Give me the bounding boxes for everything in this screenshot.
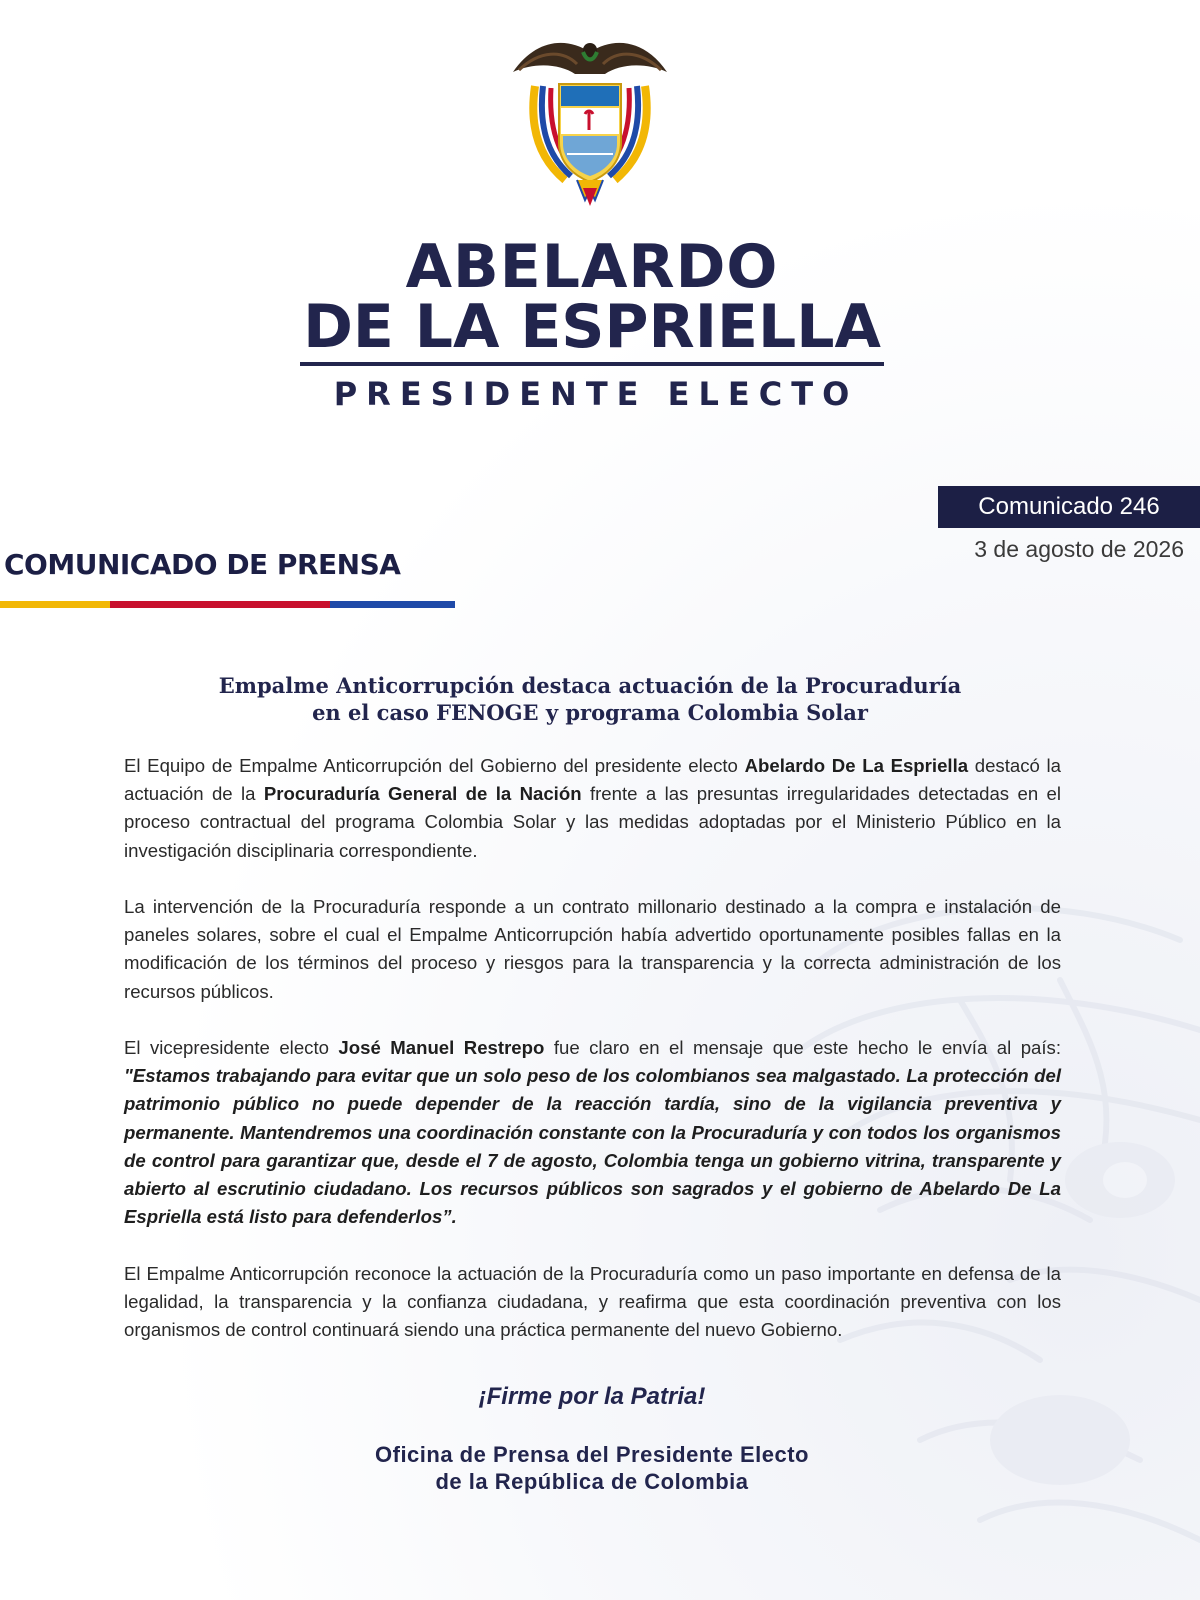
p3-text-1: El vicepresidente electo <box>124 1037 339 1058</box>
name-line-surname: DE LA ESPRIELLA <box>303 292 881 362</box>
headline <box>120 672 1060 726</box>
p1-bold-entity: Procuraduría General de la Nación <box>263 783 582 805</box>
p1-text-2: destacó la actuación de la <box>124 755 1061 805</box>
p1-bold-name: Abelardo De La Espriella <box>744 755 969 776</box>
paragraph-1 <box>124 752 1061 865</box>
name-divider <box>300 362 884 366</box>
p1-text-1: El Equipo de Empalme Anticorrupción del Gobierno del presidente electo <box>124 755 745 776</box>
p3-quote: "Estamos trabajando para evitar que un solo peso de los colombianos sea malgastado. La protección del patrimonio público no puede depender de la reacción tardía, sino de la vigilancia preventiva y permanente. Mantendremos una coordinación constante con la Procuraduría y con todos los organismos de control para garantizar que, desde el 7 de agosto, Colombia tenga un gobierno vitrina, transparente y abierto al escrutinio ciudadano. Los recursos públicos son sagrados y el gobierno de Abelardo De La Espriella está listo para defenderlos”. <box>124 1065 1061 1228</box>
paragraph-4: El Empalme Anticorrupción reconoce la actuación de la Procuraduría como un paso importante en defensa de la legalidad, la transparencia y la confianza ciudadana, y reafirma que esta coordinación preventiva con los organismos de control continuará siendo una práctica permanente del nuevo Gobierno. <box>124 1262 1061 1341</box>
paragraph-3 <box>124 1034 1061 1231</box>
communique-number-badge: Comunicado 246 <box>938 486 1200 528</box>
title-subtitle: PRESIDENTE ELECTO <box>333 375 859 413</box>
flag-color-bar <box>0 601 455 608</box>
p1-text-3: frente a las presuntas irregularidades detectadas en el proceso contractual del programa Colombia Solar y las medidas adoptadas por el Ministerio Público en la investigación disciplinaria correspondiente. <box>124 783 1062 861</box>
office-line2: de la República de Colombia <box>435 1469 749 1494</box>
p3-bold-name: José Manuel Restrepo <box>338 1037 545 1058</box>
closing-motto: ¡Firme por la Patria! <box>478 1383 706 1410</box>
colombia-coat-of-arms-icon <box>505 30 675 210</box>
office-line1: Oficina de Prensa del Presidente Electo <box>375 1442 809 1467</box>
body-text <box>124 752 1061 1372</box>
press-office-signature <box>0 1441 1184 1495</box>
headline-line1: Empalme Anticorrupción destaca actuación de la Procuraduría <box>218 673 962 698</box>
president-elect-name-block <box>0 232 1184 414</box>
press-release-label: COMUNICADO DE PRENSA <box>4 548 401 581</box>
flag-bar-yellow <box>0 601 110 608</box>
flag-bar-blue <box>330 601 455 608</box>
name-line-first: ABELARDO <box>405 232 779 302</box>
headline-line2: en el caso FENOGE y programa Colombia Solar <box>312 700 868 725</box>
communique-date: 3 de agosto de 2026 <box>974 536 1184 562</box>
flag-bar-red <box>110 601 330 608</box>
paragraph-2: La intervención de la Procuraduría responde a un contrato millonario destinado a la compra e instalación de paneles solares, sobre el cual el Empalme Anticorrupción había advertido oportunamente posibles fallas en la modificación de los términos del proceso y riesgos para la transparencia y la correcta administración de los recursos públicos. <box>124 896 1061 1002</box>
p3-text-2: fue claro en el mensaje que este hecho le envía al país: <box>544 1037 1062 1058</box>
